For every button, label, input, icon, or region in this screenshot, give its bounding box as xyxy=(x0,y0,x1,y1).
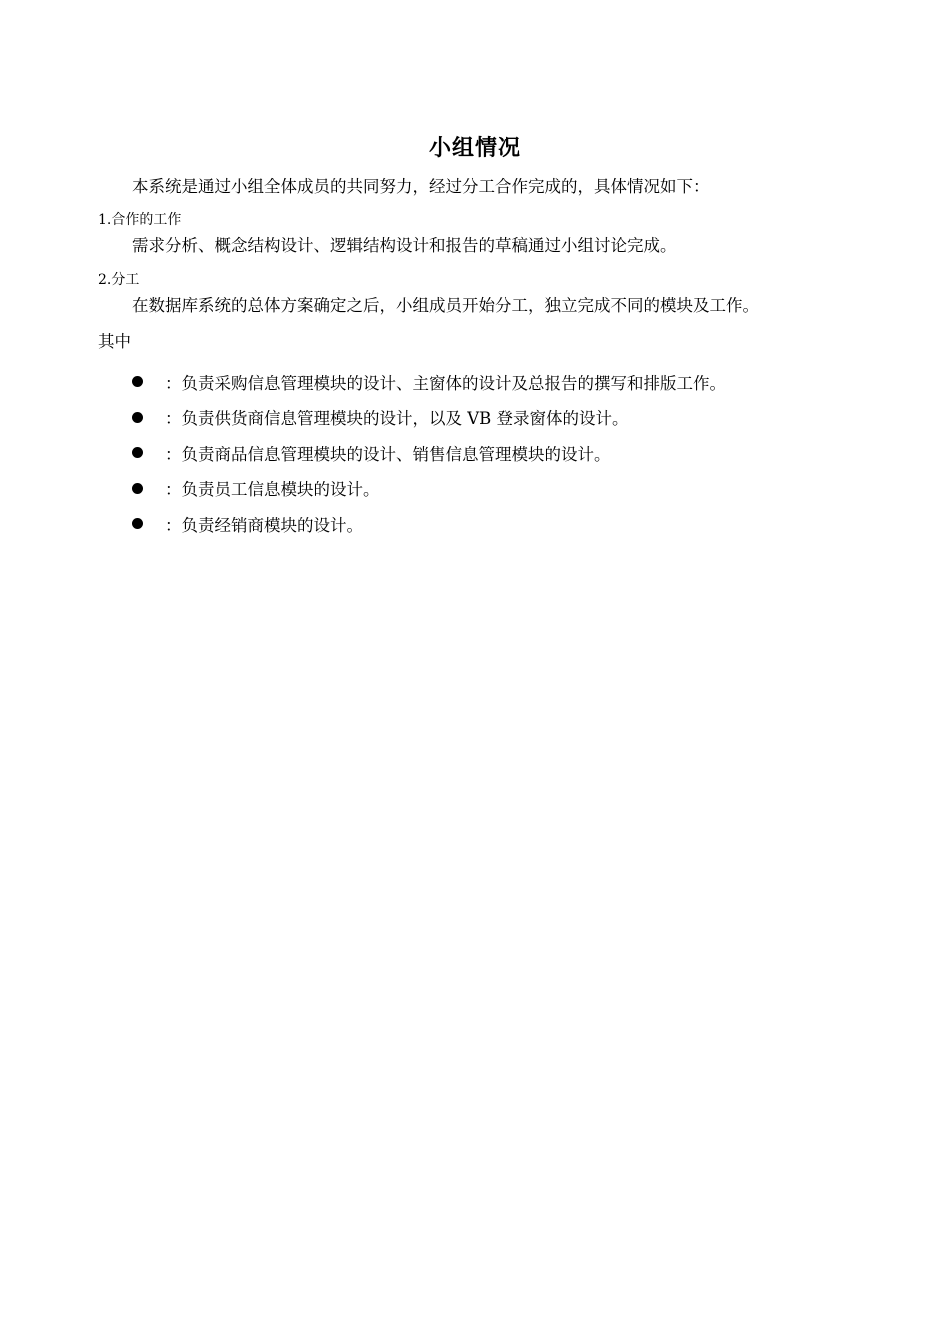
bullet-icon xyxy=(132,376,143,387)
intro-paragraph: 本系统是通过小组全体成员的共同努力，经过分工合作完成的，具体情况如下： xyxy=(132,177,710,196)
document-title: 小组情况 xyxy=(428,136,521,161)
assignment-text: ：负责员工信息模块的设计。 xyxy=(165,480,380,500)
bullet-icon xyxy=(132,412,143,423)
assignment-list xyxy=(132,364,726,542)
assignment-text: ：负责采购信息管理模块的设计、主窗体的设计及总报告的撰写和排版工作。 xyxy=(165,373,726,393)
list-item xyxy=(132,400,726,436)
assignment-text: ：负责供货商信息管理模块的设计，以及 VB 登录窗体的设计。 xyxy=(165,409,629,429)
assignment-text: ：负责商品信息管理模块的设计、销售信息管理模块的设计。 xyxy=(165,444,611,464)
section-body-division: 在数据库系统的总体方案确定之后，小组成员开始分工，独立完成不同的模块及工作。 xyxy=(132,296,759,315)
list-item xyxy=(132,435,726,471)
bullet-icon xyxy=(132,447,143,458)
assignment-text: ：负责经销商模块的设计。 xyxy=(165,515,363,535)
bullet-icon xyxy=(132,483,143,494)
section-heading-division: 2.分工 xyxy=(98,272,140,288)
list-item xyxy=(132,506,726,542)
section-heading-cooperation: 1.合作的工作 xyxy=(98,212,182,228)
bullet-icon xyxy=(132,518,143,529)
list-item xyxy=(132,471,726,507)
section-body-cooperation: 需求分析、概念结构设计、逻辑结构设计和报告的草稿通过小组讨论完成。 xyxy=(132,236,677,255)
list-intro: 其中 xyxy=(98,332,131,351)
list-item xyxy=(132,364,726,400)
